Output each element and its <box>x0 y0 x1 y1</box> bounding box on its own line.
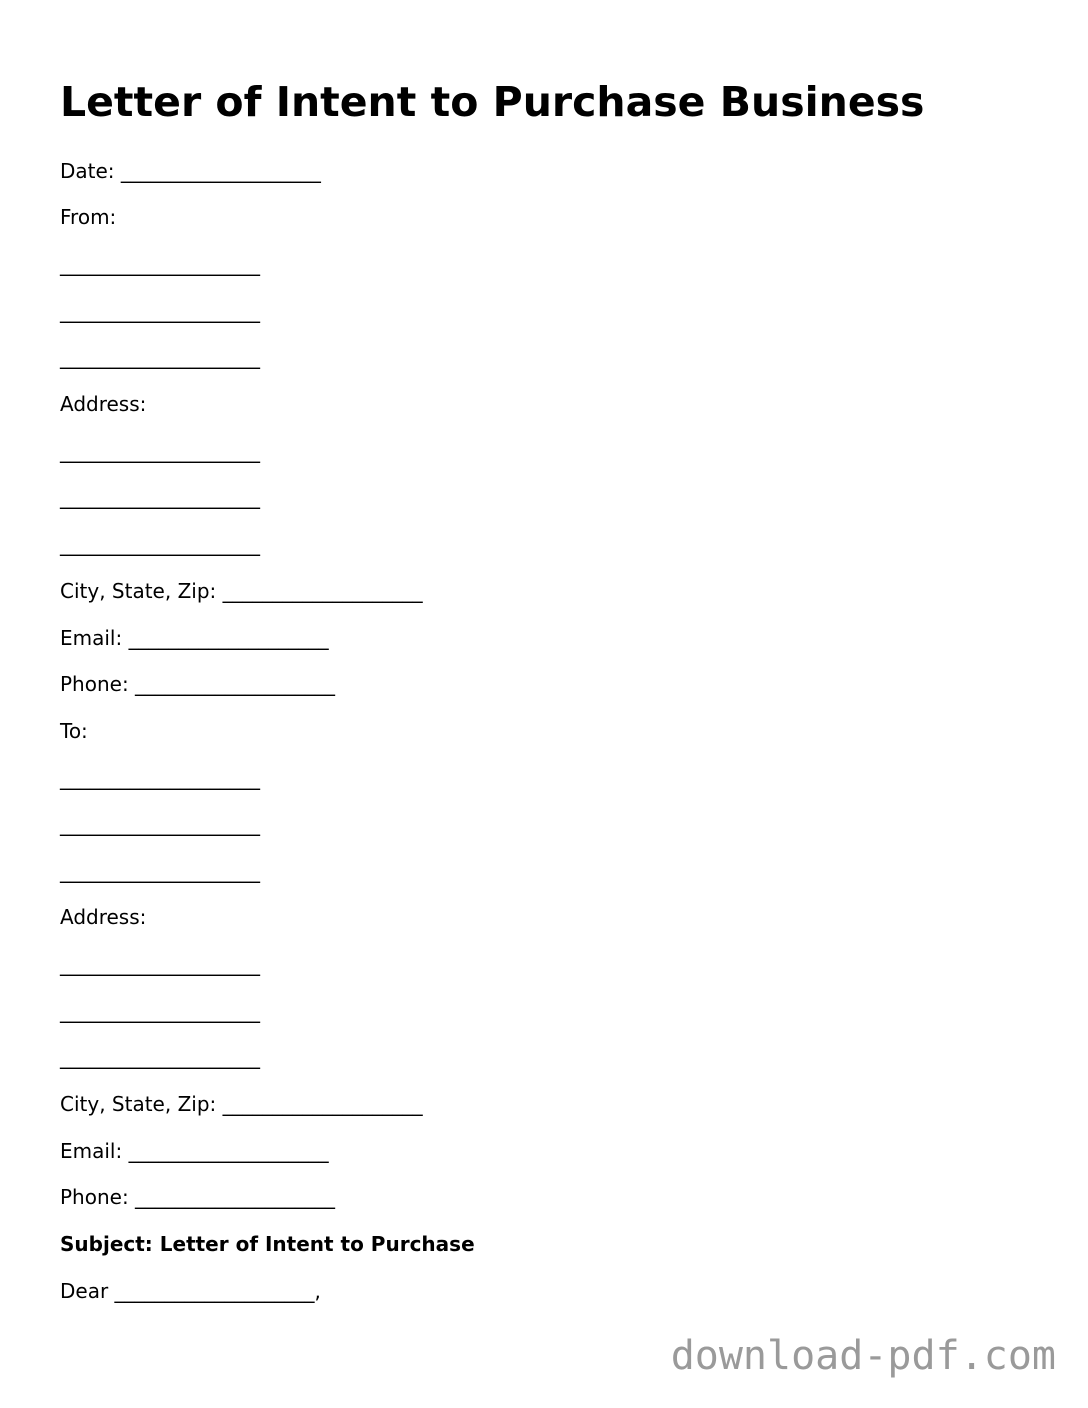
subject-line: Subject: Letter of Intent to Purchase <box>60 1232 475 1256</box>
to-address-line-1: ____________________ <box>60 952 260 976</box>
from-label: From: <box>60 205 117 229</box>
from-address-line-2: ____________________ <box>60 485 260 509</box>
to-address-line-3: ____________________ <box>60 1045 260 1069</box>
date-field: Date: ____________________ <box>60 159 321 183</box>
from-address-line-3: ____________________ <box>60 532 260 556</box>
from-blank-line-2: ____________________ <box>60 299 260 323</box>
from-email: Email: ____________________ <box>60 626 329 650</box>
to-address-label: Address: <box>60 905 147 929</box>
from-blank-line-3: ____________________ <box>60 345 260 369</box>
watermark: download-pdf.com <box>670 1333 1056 1379</box>
to-blank-line-3: ____________________ <box>60 859 260 883</box>
to-label: To: <box>60 719 88 743</box>
from-city-state-zip: City, State, Zip: ____________________ <box>60 579 423 603</box>
page-title: Letter of Intent to Purchase Business <box>60 78 925 126</box>
to-city-state-zip: City, State, Zip: ____________________ <box>60 1092 423 1116</box>
from-address-label: Address: <box>60 392 147 416</box>
salutation: Dear ____________________, <box>60 1279 321 1303</box>
to-blank-line-1: ____________________ <box>60 766 260 790</box>
to-email: Email: ____________________ <box>60 1139 329 1163</box>
from-blank-line-1: ____________________ <box>60 252 260 276</box>
from-phone: Phone: ____________________ <box>60 672 336 696</box>
to-address-line-2: ____________________ <box>60 999 260 1023</box>
to-blank-line-2: ____________________ <box>60 812 260 836</box>
from-address-line-1: ____________________ <box>60 439 260 463</box>
to-phone: Phone: ____________________ <box>60 1185 336 1209</box>
